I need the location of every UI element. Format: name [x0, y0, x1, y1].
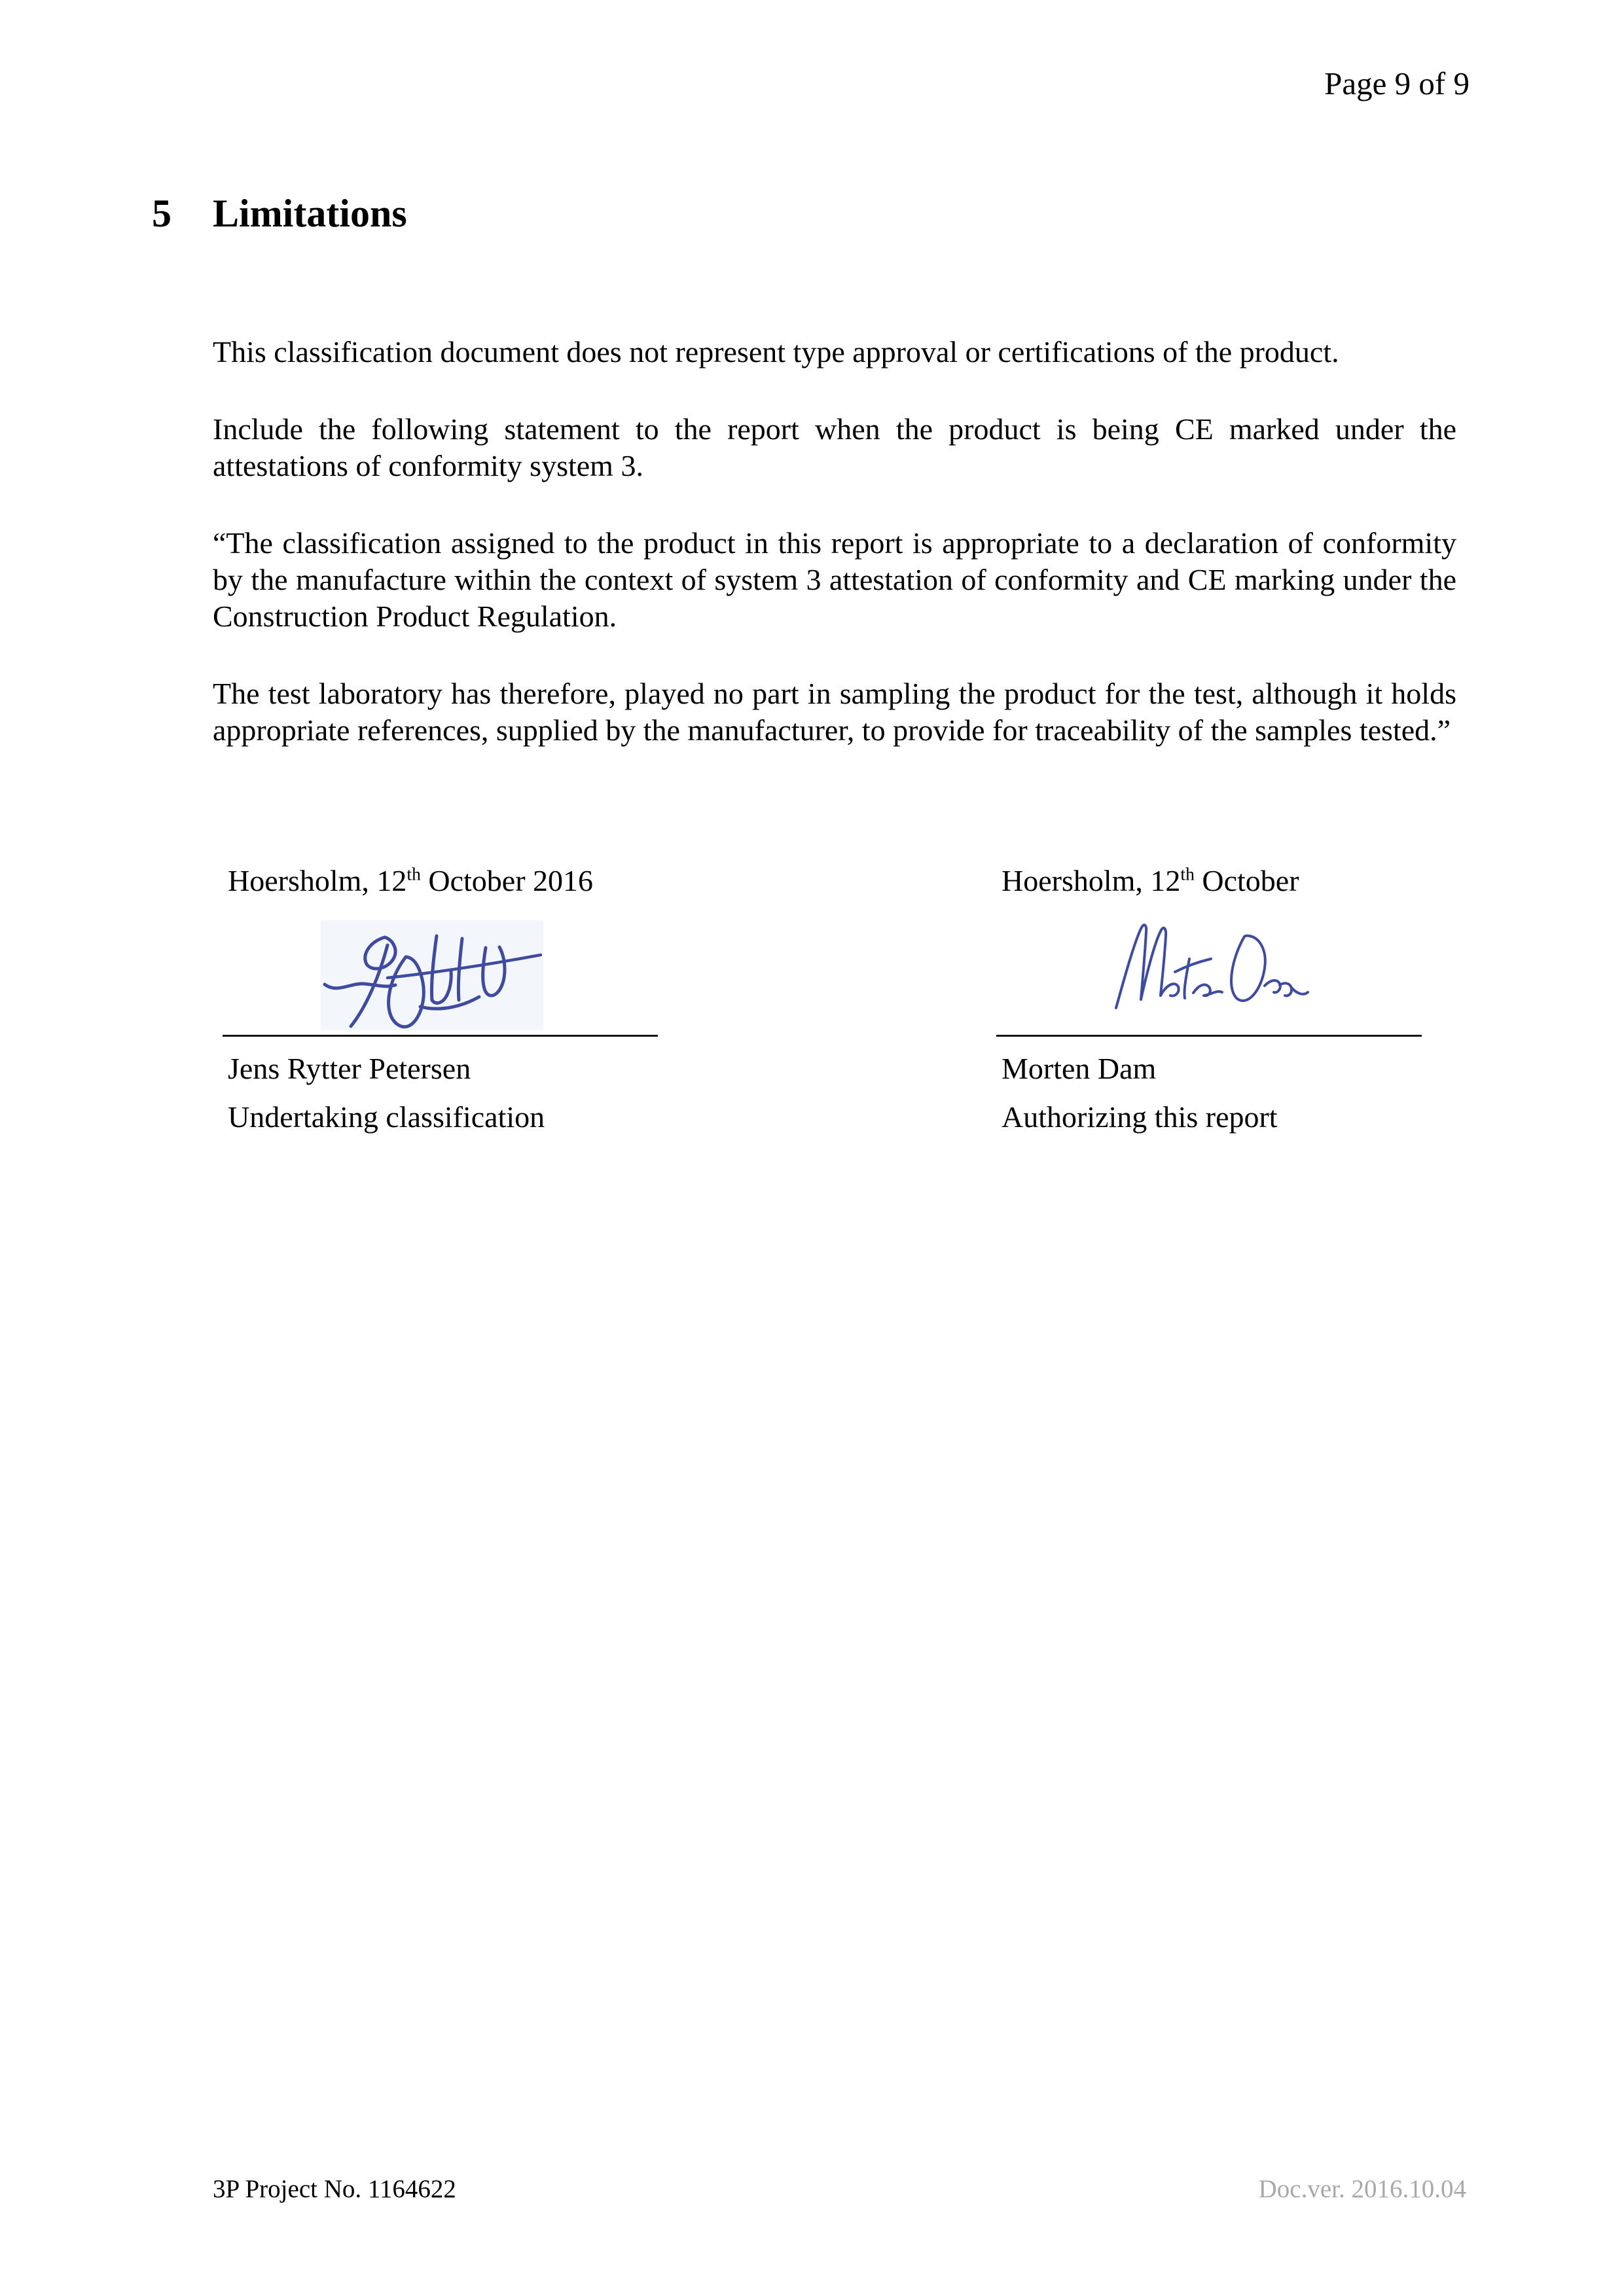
- signature-date-left: [228, 863, 593, 899]
- date-suffix: October: [1194, 864, 1299, 897]
- paragraph-classification-quote: “The classification assigned to the product in this report is appropriate to a declaration of conformity by the manufacture within the context of system 3 attestation of conformity and CE marking under the Construction Product Regulation.: [213, 526, 1456, 633]
- signatory-name-left: Jens Rytter Petersen: [228, 1052, 471, 1085]
- page-indicator: Page 9 of 9: [1324, 65, 1470, 101]
- signature-date-right: [1001, 863, 1299, 899]
- footer-doc-version: Doc.ver. 2016.10.04: [1258, 2175, 1466, 2203]
- paragraph-ce-statement: Include the following statement to the report when the product is being CE marked under the attestations of conformity system 3.: [213, 412, 1456, 482]
- footer-project-number: 3P Project No. 1164622: [213, 2175, 456, 2203]
- signature-block-left: [223, 863, 658, 1144]
- date-suffix: October 2016: [420, 864, 594, 897]
- signatory-role-right: Authorizing this report: [1001, 1100, 1278, 1134]
- signature-block-right: [996, 863, 1422, 1144]
- date-prefix: Hoersholm, 12: [1001, 864, 1181, 897]
- section-number: 5: [152, 192, 171, 235]
- handwritten-signature-right: [1113, 922, 1309, 1016]
- date-ordinal-superscript: th: [1180, 863, 1195, 884]
- section-title: Limitations: [213, 192, 407, 235]
- paragraph-test-laboratory: The test laboratory has therefore, played no part in sampling the product for the test, although it holds appropriate references, supplied by the manufacturer, to provide for traceability of the samples tested.”: [213, 677, 1456, 747]
- signatory-role-left: Undertaking classification: [228, 1100, 545, 1134]
- signatory-name-right: Morten Dam: [1001, 1052, 1157, 1085]
- paragraph-type-approval: This classification document does not represent type approval or certifications of the product.: [213, 335, 1339, 368]
- section-heading: [152, 191, 407, 236]
- handwritten-signature-left: [321, 920, 543, 1030]
- signature-line-right: [996, 1035, 1422, 1037]
- body-content: [213, 334, 1456, 789]
- signature-line-left: [223, 1035, 658, 1037]
- date-prefix: Hoersholm, 12: [228, 864, 407, 897]
- date-ordinal-superscript: th: [406, 863, 421, 884]
